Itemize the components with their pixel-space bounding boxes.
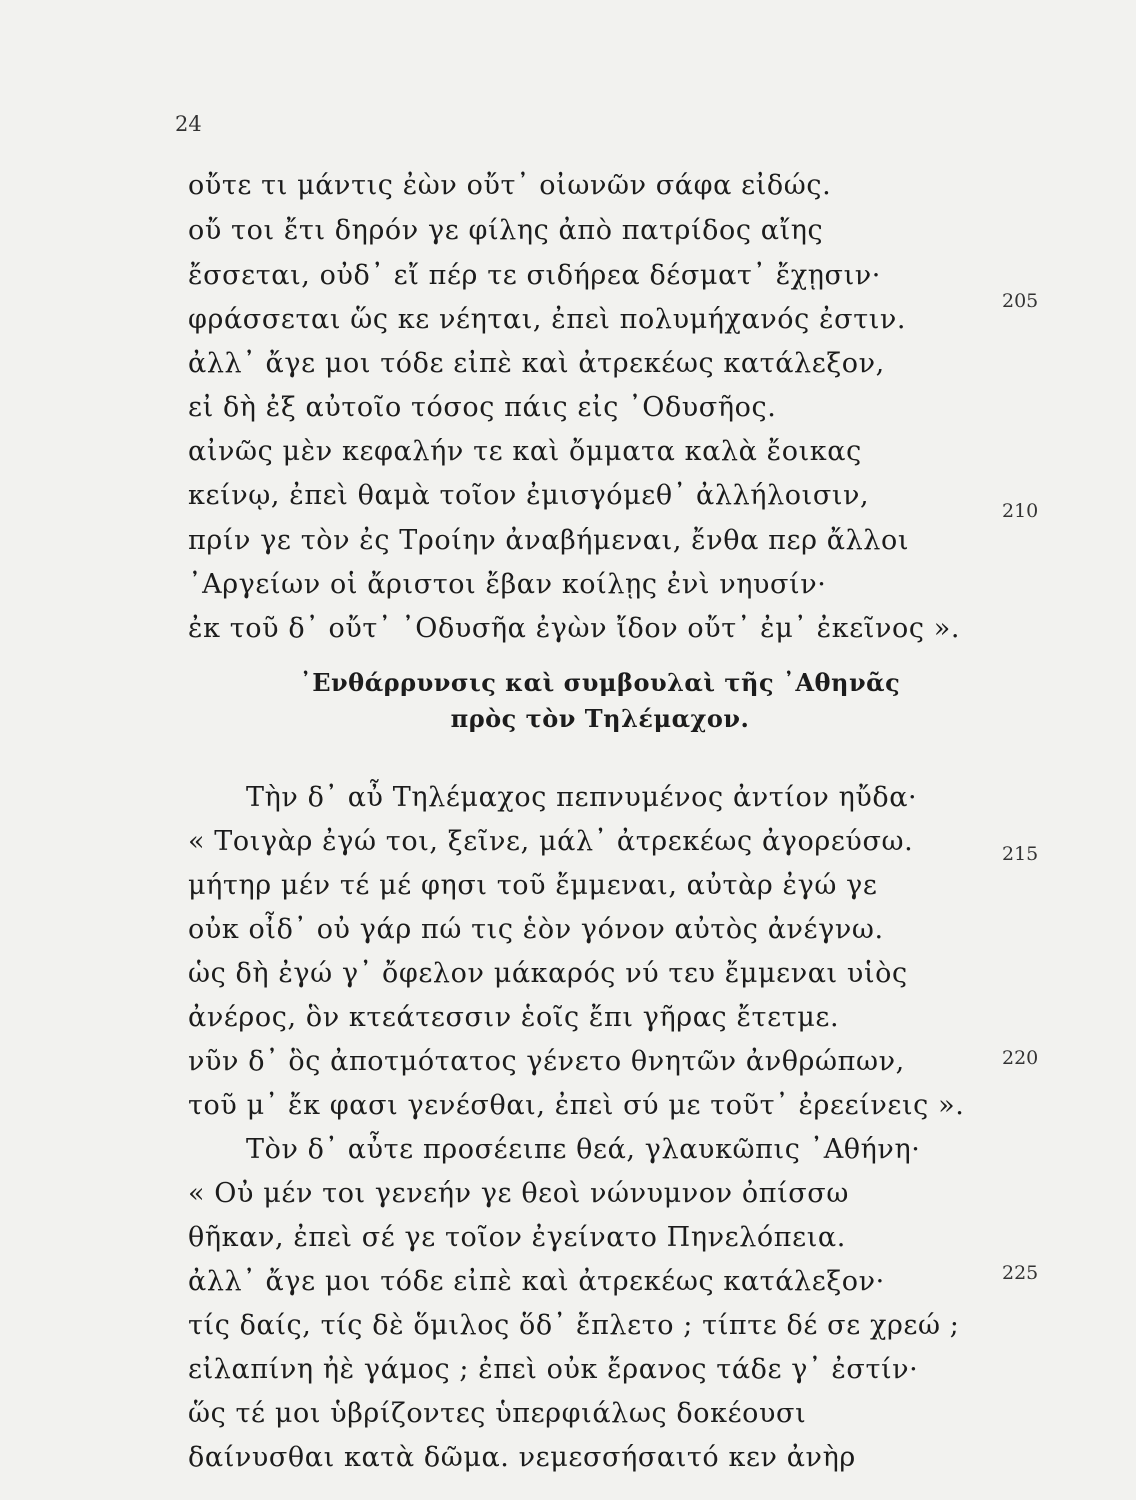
verse-line: τοῦ μ᾽ ἔκ φασι γενέσθαι, ἐπεὶ σύ με τοῦτ᾽ ἐρεείνεις ». xyxy=(188,1090,965,1121)
verse-line: πρίν γε τὸν ἐς Τροίην ἀναβήμεναι, ἔνθα περ ἄλλοι xyxy=(188,525,910,556)
verse-line: τίς δαίς, τίς δὲ ὅμιλος ὅδ᾽ ἔπλετο ; τίπτε δέ σε χρεώ ; xyxy=(188,1310,960,1341)
verse-line: « Τοιγὰρ ἐγώ τοι, ξεῖνε, μάλ᾽ ἀτρεκέως ἀγορεύσω. xyxy=(188,826,914,857)
verse-line: οὐκ οἶδ᾽ οὐ γάρ πώ τις ἑὸν γόνον αὐτὸς ἀνέγνω. xyxy=(188,914,884,945)
section-heading-continued: πρὸς τὸν Τηλέμαχον. xyxy=(450,704,750,733)
verse-line: « Οὐ μέν τοι γενεήν γε θεοὶ νώνυμνον ὀπίσσω xyxy=(188,1178,849,1209)
verse-line: Τὴν δ᾽ αὖ Τηλέμαχος πεπνυμένος ἀντίον ηὔδα· xyxy=(246,782,918,813)
verse-line: αἰνῶς μὲν κεφαλήν τε καὶ ὄμματα καλὰ ἔοικας xyxy=(188,436,862,467)
line-number: 225 xyxy=(1002,1262,1039,1284)
verse-line: δαίνυσθαι κατὰ δῶμα. νεμεσσήσαιτό κεν ἀνὴρ xyxy=(188,1442,856,1473)
verse-line: μήτηρ μέν τέ μέ φησι τοῦ ἔμμεναι, αὐτὰρ ἐγώ γε xyxy=(188,870,878,901)
verse-line: ᾽Αργείων οἱ ἄριστοι ἔβαν κοίλῃς ἐνὶ νηυσίν· xyxy=(188,569,827,600)
verse-line: φράσσεται ὥς κε νέηται, ἐπεὶ πολυμήχανός ἐστιν. xyxy=(188,304,907,335)
verse-line: κείνῳ, ἐπεὶ θαμὰ τοῖον ἐμισγόμεθ᾽ ἀλλήλοισιν, xyxy=(188,480,870,511)
verse-line: εἰ δὴ ἐξ αὐτοῖο τόσος πάις εἰς ᾽Οδυσῆος. xyxy=(188,392,777,423)
verse-line: ἔσσεται, οὐδ᾽ εἴ πέρ τε σιδήρεα δέσματ᾽ ἔχῃσιν· xyxy=(188,260,881,291)
verse-line: νῦν δ᾽ ὃς ἀποτμότατος γένετο θνητῶν ἀνθρώπων, xyxy=(188,1046,905,1077)
verse-line: θῆκαν, ἐπεὶ σέ γε τοῖον ἐγείνατο Πηνελόπεια. xyxy=(188,1222,846,1253)
section-heading: ᾽Ενθάρρυνσις καὶ συμβουλαὶ τῆς ᾽Αθηνᾶς xyxy=(299,668,901,697)
line-number: 220 xyxy=(1002,1047,1039,1069)
verse-line: Τὸν δ᾽ αὖτε προσέειπε θεά, γλαυκῶπις ᾽Αθήνη· xyxy=(246,1134,921,1165)
line-number: 210 xyxy=(1002,500,1039,522)
line-number: 215 xyxy=(1002,843,1039,865)
verse-line: εἰλαπίνη ἠὲ γάμος ; ἐπεὶ οὐκ ἔρανος τάδε γ᾽ ἐστίν· xyxy=(188,1354,919,1385)
verse-line: ἀνέρος, ὃν κτεάτεσσιν ἑοῖς ἔπι γῆρας ἔτετμε. xyxy=(188,1002,840,1033)
verse-line: οὔτε τι μάντις ἐὼν οὔτ᾽ οἰωνῶν σάφα εἰδώς. xyxy=(188,170,832,201)
verse-line: οὔ τοι ἔτι δηρόν γε φίλης ἀπὸ πατρίδος αἴης xyxy=(188,215,824,246)
line-number: 205 xyxy=(1002,290,1039,312)
page-number: 24 xyxy=(175,112,202,136)
verse-line: ὥς τέ μοι ὑβρίζοντες ὑπερφιάλως δοκέουσι xyxy=(188,1398,807,1429)
verse-line: ὡς δὴ ἐγώ γ᾽ ὄφελον μάκαρός νύ τευ ἔμμεναι υἱὸς xyxy=(188,958,908,989)
verse-line: ἀλλ᾽ ἄγε μοι τόδε εἰπὲ καὶ ἀτρεκέως κατάλεξον, xyxy=(188,348,885,379)
verse-line: ἐκ τοῦ δ᾽ οὔτ᾽ ᾽Οδυσῆα ἐγὼν ἴδον οὔτ᾽ ἐμ᾽ ἐκεῖνος ». xyxy=(188,613,961,644)
verse-line: ἀλλ᾽ ἄγε μοι τόδε εἰπὲ καὶ ἀτρεκέως κατάλεξον· xyxy=(188,1266,885,1297)
